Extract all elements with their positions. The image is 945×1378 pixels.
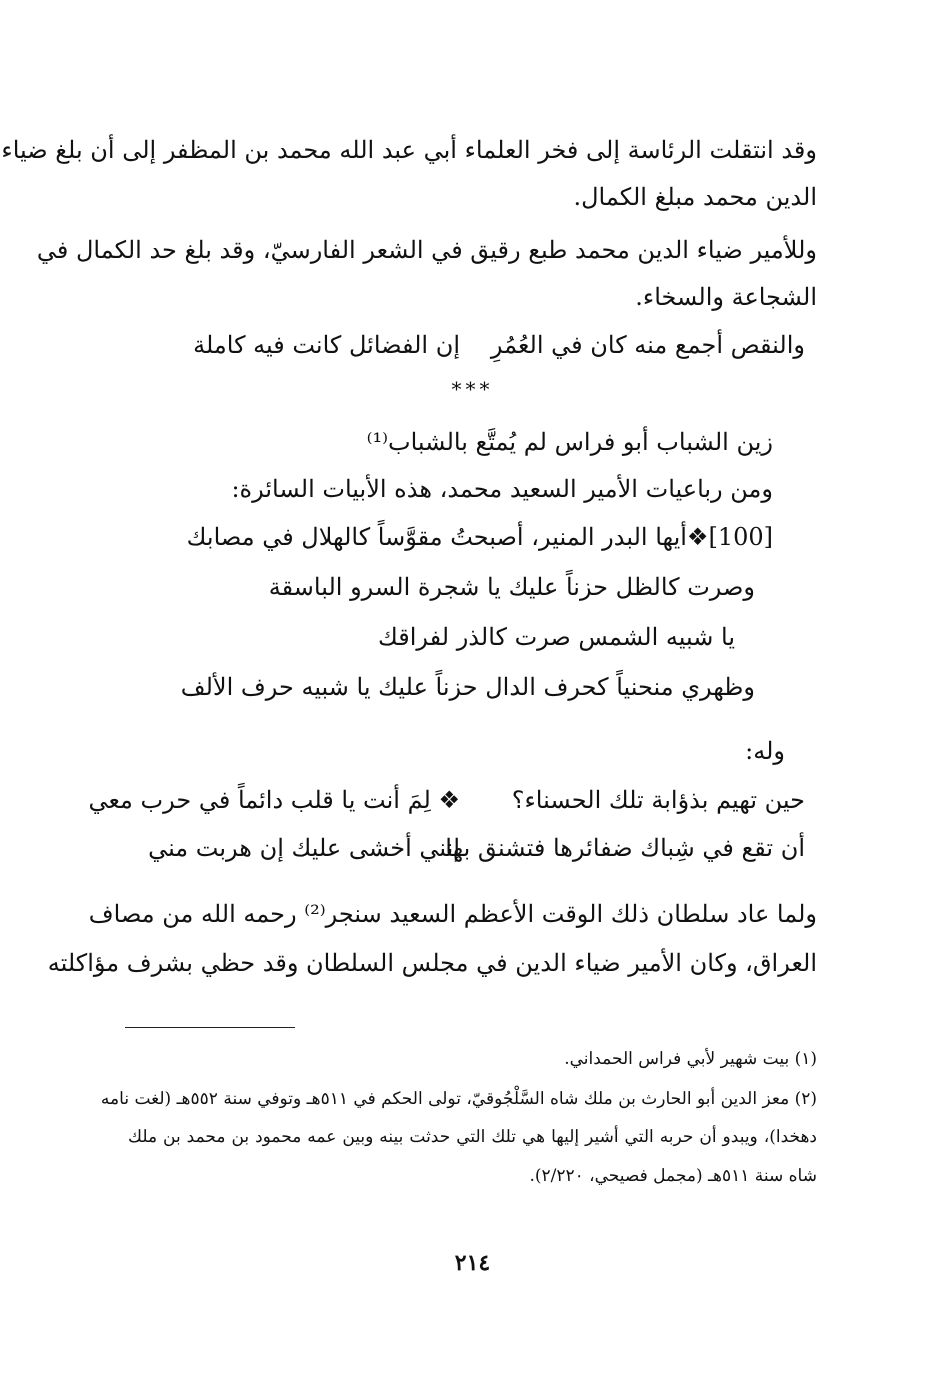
- footnote-2-line-2: دهخدا)، ويبدو أن حربه التي أشير إليها هي تلك التي حدثت بينه وبين عمه محمود بن محمد بن ملك: [128, 1127, 817, 1147]
- body-line-3: وللأمير ضياء الدين محمد طبع رقيق في الشعر الفارسيّ، وقد بلغ حد الكمال في: [36, 236, 817, 264]
- closing-line-1: ولما عاد سلطان ذلك الوقت الأعظم السعيد سنجر⁽²⁾ رحمه الله من مصاف: [88, 900, 817, 928]
- section-separator: ***: [451, 377, 494, 401]
- footnote-separator: [125, 1027, 295, 1028]
- footnote-2-line-1: (٢) معز الدين أبو الحارث بن ملك شاه السَّلْجُوقيّ، تولى الحكم في ٥١١هـ وتوفي سنة ٥٥٢هـ (لغت نامه: [100, 1089, 817, 1109]
- verse1-first-hemistich: إن الفضائل كانت فيه كاملة: [193, 331, 460, 359]
- body-line-2: الدين محمد مبلغ الكمال.: [573, 183, 817, 211]
- couplet2-first-hemistich: إنني أخشى عليك إن هربت مني: [148, 834, 460, 862]
- rubai-intro: ومن رباعيات الأمير السعيد محمد، هذه الأبيات السائرة:: [231, 475, 773, 503]
- rubai-line-2: وصرت كالظل حزناً عليك يا شجرة السرو الباسقة: [268, 573, 755, 601]
- footnote-1: (١) بيت شهير لأبي فراس الحمداني.: [564, 1049, 817, 1069]
- couplet1-first-hemistich: ❖ لِمَ أنت يا قلب دائماً في حرب معي: [88, 786, 460, 814]
- rubai-line-1: [100]❖أيها البدر المنير، أصبحتُ مقوَّساً كالهلال في مصابك: [186, 523, 773, 551]
- body-line-4: الشجاعة والسخاء.: [635, 283, 817, 311]
- rubai-line-3: يا شبيه الشمس صرت كالذر لفراقك: [378, 623, 735, 651]
- rubai-line-4: وظهري منحنياً كحرف الدال حزناً عليك يا شبيه حرف الألف: [180, 673, 755, 701]
- footnote-2-line-3: شاه سنة ٥١١هـ (مجمل فصيحي، ٢/٢٢٠).: [529, 1166, 817, 1186]
- body-line-1: وقد انتقلت الرئاسة إلى فخر العلماء أبي عبد الله محمد بن المظفر إلى أن بلغ ضياء: [1, 136, 817, 164]
- page-number: ٢١٤: [454, 1250, 491, 1276]
- couplet1-second-hemistich: حين تهيم بذؤابة تلك الحسناء؟: [511, 786, 805, 814]
- couplet2-second-hemistich: أن تقع في شِباك ضفائرها فتشنق بها: [445, 834, 805, 862]
- closing-line-2: العراق، وكان الأمير ضياء الدين في مجلس السلطان وقد حظي بشرف مؤاكلته: [47, 949, 817, 977]
- verse2: زين الشباب أبو فراس لم يُمتَّع بالشباب⁽¹⁾: [366, 428, 773, 456]
- lahu-label: وله:: [745, 737, 785, 765]
- verse1-second-hemistich: والنقص أجمع منه كان في العُمُرِ: [490, 331, 805, 359]
